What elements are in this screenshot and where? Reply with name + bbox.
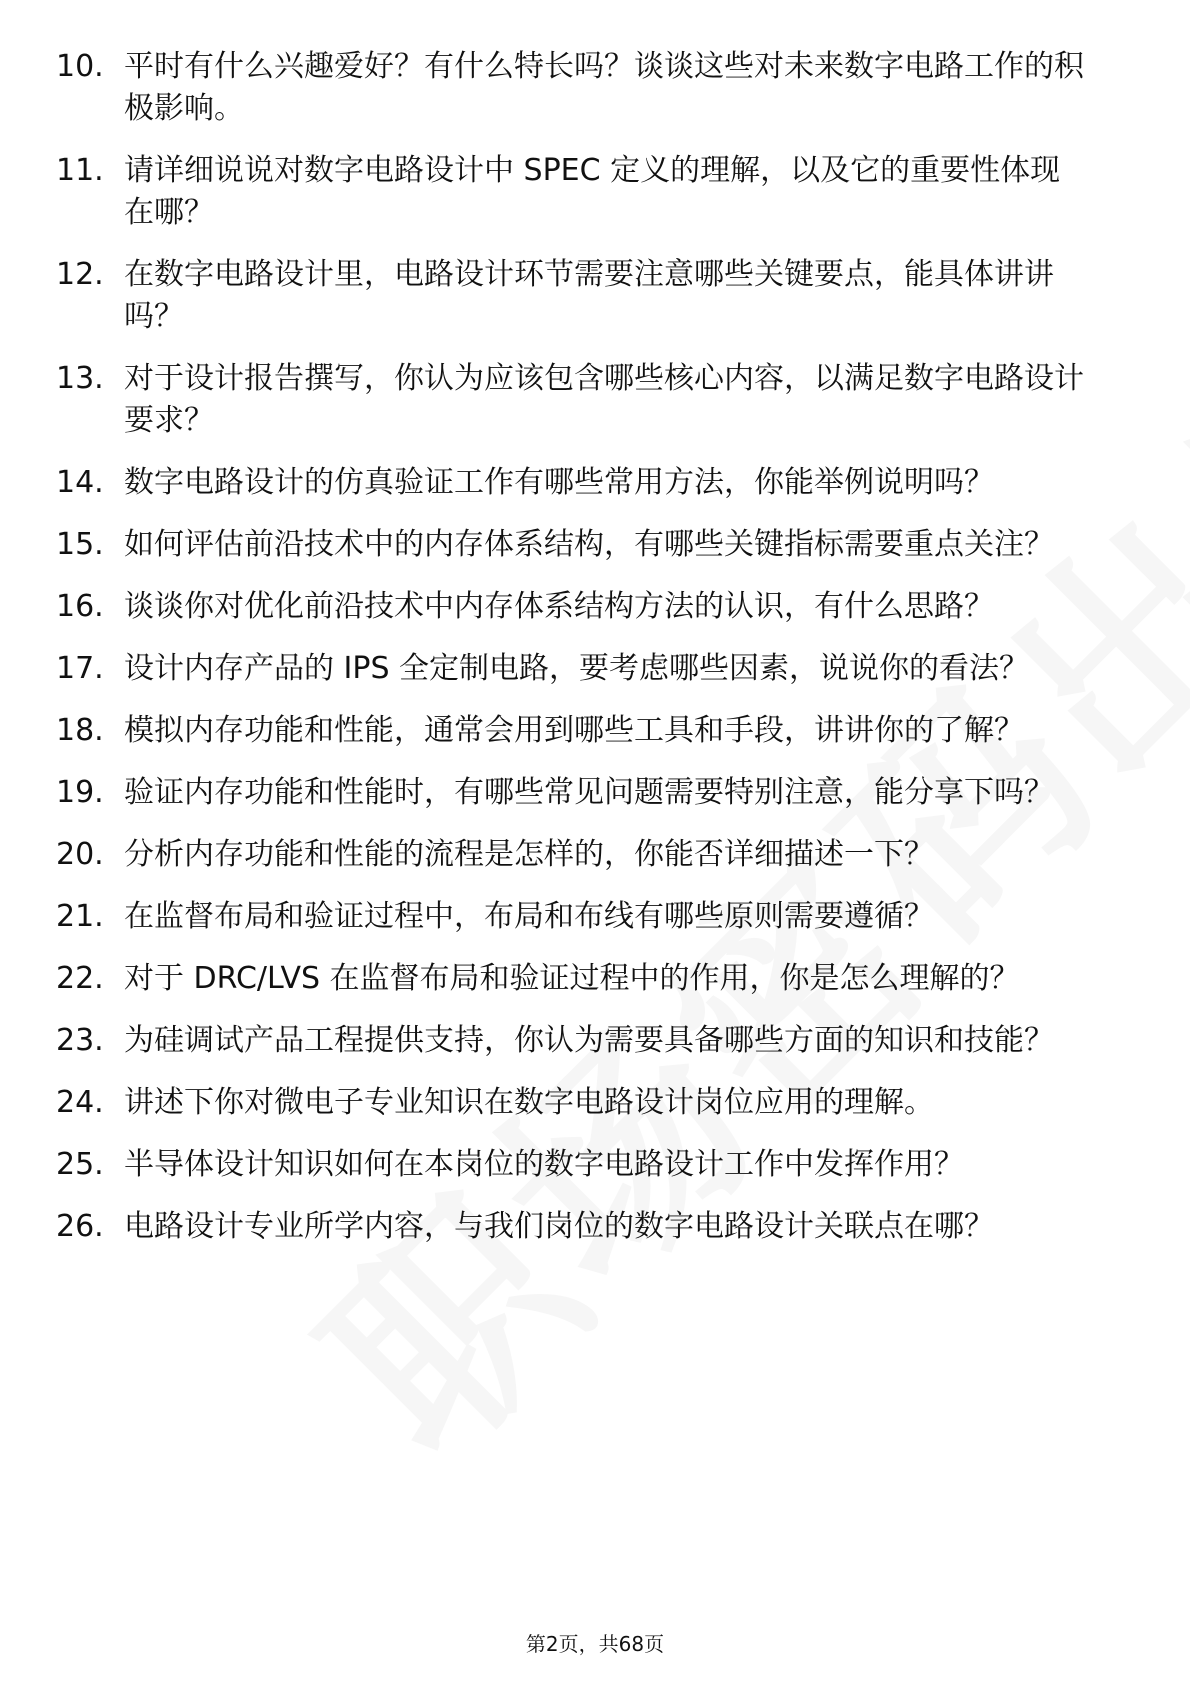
question-item: [56, 1020, 1136, 1062]
question-number: 19.: [56, 775, 104, 810]
question-item: [56, 1144, 1136, 1186]
question-number: 15.: [56, 527, 104, 562]
question-item: [56, 524, 1136, 566]
question-item: [56, 46, 1136, 130]
page-footer: [0, 1630, 1190, 1658]
question-number: 25.: [56, 1147, 104, 1182]
question-number: 23.: [56, 1023, 104, 1058]
question-text: 平时有什么兴趣爱好？有什么特长吗？谈谈这些对未来数字电路工作的积极影响。: [124, 49, 1084, 126]
question-item: [56, 648, 1136, 690]
question-text: 分析内存功能和性能的流程是怎样的，你能否详细描述一下？: [124, 837, 934, 872]
question-item: [56, 358, 1136, 442]
question-item: [56, 150, 1136, 234]
question-number: 14.: [56, 465, 104, 500]
question-text: 在监督布局和验证过程中，布局和布线有哪些原则需要遵循？: [124, 899, 934, 934]
question-text: 讲述下你对微电子专业知识在数字电路设计岗位应用的理解。: [124, 1085, 934, 1120]
question-text: 设计内存产品的 IPS 全定制电路，要考虑哪些因素，说说你的看法？: [124, 651, 1030, 686]
question-number: 10.: [56, 49, 104, 84]
question-text: 电路设计专业所学内容，与我们岗位的数字电路设计关联点在哪？: [124, 1209, 994, 1244]
question-text: 半导体设计知识如何在本岗位的数字电路设计工作中发挥作用？: [124, 1147, 964, 1182]
question-number: 20.: [56, 837, 104, 872]
question-text: 数字电路设计的仿真验证工作有哪些常用方法，你能举例说明吗？: [124, 465, 994, 500]
question-number: 12.: [56, 257, 104, 292]
question-text: 验证内存功能和性能时，有哪些常见问题需要特别注意，能分享下吗？: [124, 775, 1054, 810]
question-item: [56, 958, 1136, 1000]
question-number: 26.: [56, 1209, 104, 1244]
question-item: [56, 834, 1136, 876]
question-text: 在数字电路设计里，电路设计环节需要注意哪些关键要点，能具体讲讲吗？: [124, 257, 1054, 334]
question-number: 16.: [56, 589, 104, 624]
question-list: [56, 46, 1136, 1268]
question-item: [56, 772, 1136, 814]
question-number: 21.: [56, 899, 104, 934]
question-text: 对于设计报告撰写，你认为应该包含哪些核心内容，以满足数字电路设计要求？: [124, 361, 1084, 438]
question-text: 对于 DRC/LVS 在监督布局和验证过程中的作用，你是怎么理解的？: [124, 961, 1020, 996]
question-text: 为硅调试产品工程提供支持，你认为需要具备哪些方面的知识和技能？: [124, 1023, 1054, 1058]
question-item: [56, 1206, 1136, 1248]
question-text: 请详细说说对数字电路设计中 SPEC 定义的理解，以及它的重要性体现在哪？: [124, 153, 1061, 230]
question-item: [56, 1082, 1136, 1124]
question-item: [56, 254, 1136, 338]
question-item: [56, 462, 1136, 504]
question-item: [56, 586, 1136, 628]
question-number: 22.: [56, 961, 104, 996]
question-text: 谈谈你对优化前沿技术中内存体系结构方法的认识，有什么思路？: [124, 589, 994, 624]
question-text: 如何评估前沿技术中的内存体系结构，有哪些关键指标需要重点关注？: [124, 527, 1054, 562]
question-item: [56, 896, 1136, 938]
question-number: 11.: [56, 153, 104, 188]
question-number: 17.: [56, 651, 104, 686]
question-number: 13.: [56, 361, 104, 396]
question-number: 24.: [56, 1085, 104, 1120]
question-text: 模拟内存功能和性能，通常会用到哪些工具和手段，讲讲你的了解？: [124, 713, 1024, 748]
question-item: [56, 710, 1136, 752]
page-number-label: 第2页，共68页: [525, 1632, 665, 1656]
question-number: 18.: [56, 713, 104, 748]
